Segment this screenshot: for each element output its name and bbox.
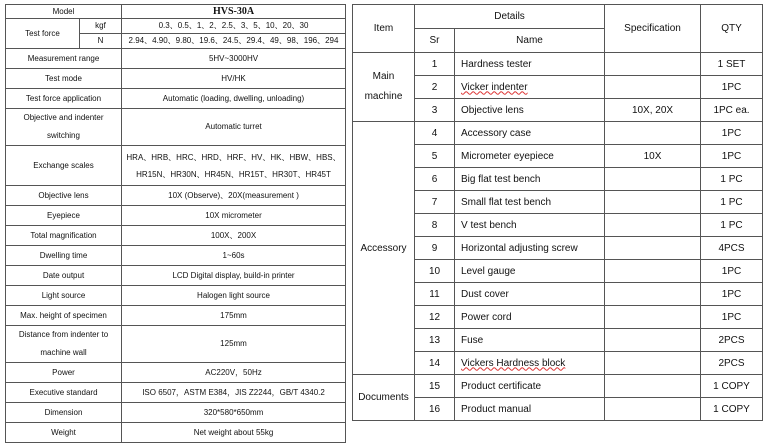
name-header: Name — [455, 29, 605, 53]
row-sr: 8 — [415, 214, 455, 237]
row-spec — [605, 76, 701, 99]
row-sr: 6 — [415, 168, 455, 191]
sr-header: Sr — [415, 29, 455, 53]
spec-row-value: 125mm — [122, 326, 346, 363]
group-main-machine: Main machine — [353, 53, 415, 122]
row-spec — [605, 237, 701, 260]
row-name: Dust cover — [455, 283, 605, 306]
row-name — [455, 352, 605, 375]
row-sr: 13 — [415, 329, 455, 352]
spec-row-label: Date output — [6, 266, 122, 286]
accessories-table — [352, 4, 763, 421]
spec-row-label: Executive standard — [6, 383, 122, 403]
row-qty: 1 SET — [701, 53, 763, 76]
specification-header: Specification — [605, 5, 701, 53]
row-sr: 4 — [415, 122, 455, 145]
row-qty: 2PCS — [701, 352, 763, 375]
row-spec — [605, 398, 701, 421]
spec-row-label: Weight — [6, 423, 122, 443]
row-qty: 1 PC — [701, 191, 763, 214]
group-accessory: Accessory — [353, 122, 415, 375]
row-name: Product certificate — [455, 375, 605, 398]
spec-row-value: 10X (Observe)、20X(measurement ) — [122, 186, 346, 206]
row-spec — [605, 53, 701, 76]
n-label: N — [80, 34, 122, 49]
row-sr: 7 — [415, 191, 455, 214]
spec-row-label: Power — [6, 363, 122, 383]
row-sr: 16 — [415, 398, 455, 421]
row-spec — [605, 168, 701, 191]
row-spec: 10X — [605, 145, 701, 168]
row-sr: 3 — [415, 99, 455, 122]
spec-row-value: HV/HK — [122, 69, 346, 89]
row-spec: 10X, 20X — [605, 99, 701, 122]
row-name: Power cord — [455, 306, 605, 329]
row-name: Fuse — [455, 329, 605, 352]
row-qty: 1 COPY — [701, 375, 763, 398]
row-sr: 9 — [415, 237, 455, 260]
row-name — [455, 76, 605, 99]
row-name: Small flat test bench — [455, 191, 605, 214]
row-qty: 1PC — [701, 283, 763, 306]
spec-row-value: 175mm — [122, 306, 346, 326]
test-force-label: Test force — [6, 19, 80, 49]
row-qty: 1PC — [701, 306, 763, 329]
row-sr: 1 — [415, 53, 455, 76]
row-spec — [605, 283, 701, 306]
spec-row-value: Automatic turret — [122, 109, 346, 146]
item-header: Item — [353, 5, 415, 53]
group-documents: Documents — [353, 375, 415, 421]
row-qty: 1PC — [701, 122, 763, 145]
row-sr: 5 — [415, 145, 455, 168]
spec-row-value: 100X、200X — [122, 226, 346, 246]
row-spec — [605, 260, 701, 283]
spec-row-value: 320*580*650mm — [122, 403, 346, 423]
spec-row-value: Halogen light source — [122, 286, 346, 306]
spec-row-label: Max. height of specimen — [6, 306, 122, 326]
row-spec — [605, 214, 701, 237]
spec-row-value: LCD Digital display, build-in printer — [122, 266, 346, 286]
row-name: Horizontal adjusting screw — [455, 237, 605, 260]
row-spec — [605, 306, 701, 329]
kgf-label: kgf — [80, 19, 122, 34]
row-name: Micrometer eyepiece — [455, 145, 605, 168]
spec-row-value: 10X micrometer — [122, 206, 346, 226]
row-name-text: Vicker indenter — [461, 81, 528, 93]
model-value: HVS-30A — [122, 5, 346, 19]
row-qty: 4PCS — [701, 237, 763, 260]
spec-row-label: Objective lens — [6, 186, 122, 206]
spec-row-value: 5HV~3000HV — [122, 49, 346, 69]
spec-row-label: Distance from indenter to machine wall — [6, 326, 122, 363]
row-name: Big flat test bench — [455, 168, 605, 191]
row-name: Level gauge — [455, 260, 605, 283]
n-values: 2.94、4.90、9.80、19.6、24.5、29.4、49、98、196、294 — [122, 34, 346, 49]
spec-row-label: Dwelling time — [6, 246, 122, 266]
spec-row-label: Eyepiece — [6, 206, 122, 226]
row-sr: 14 — [415, 352, 455, 375]
row-name: Hardness tester — [455, 53, 605, 76]
spec-row-label: Test mode — [6, 69, 122, 89]
row-sr: 15 — [415, 375, 455, 398]
spec-row-label: Objective and indenter switching — [6, 109, 122, 146]
row-name: V test bench — [455, 214, 605, 237]
row-qty: 1 PC — [701, 168, 763, 191]
row-sr: 11 — [415, 283, 455, 306]
spec-row-label: Light source — [6, 286, 122, 306]
spec-row-label: Exchange scales — [6, 146, 122, 186]
row-qty: 1 COPY — [701, 398, 763, 421]
model-label: Model — [6, 5, 122, 19]
row-qty: 1PC — [701, 76, 763, 99]
row-name: Objective lens — [455, 99, 605, 122]
spec-row-label: Measurement range — [6, 49, 122, 69]
qty-header: QTY — [701, 5, 763, 53]
spec-row-label: Total magnification — [6, 226, 122, 246]
spec-row-value: 1~60s — [122, 246, 346, 266]
row-qty: 1PC — [701, 145, 763, 168]
spec-row-label: Dimension — [6, 403, 122, 423]
spec-row-value: Net weight about 55kg — [122, 423, 346, 443]
row-name: Accessory case — [455, 122, 605, 145]
spec-row-value: AC220V，50Hz — [122, 363, 346, 383]
details-header: Details — [415, 5, 605, 29]
kgf-values: 0.3、0.5、1、2、2.5、3、5、10、20、30 — [122, 19, 346, 34]
row-qty: 1 PC — [701, 214, 763, 237]
row-name-text: Vickers Hardness block — [461, 357, 566, 369]
spec-row-value: HRA、HRB、HRC、HRD、HRF、HV、HK、HBW、HBS、HR15N、HR30N、HR45N、HR15T、HR30T、HR45T — [122, 146, 346, 186]
row-spec — [605, 191, 701, 214]
specification-table — [5, 4, 346, 443]
row-sr: 2 — [415, 76, 455, 99]
row-qty: 1PC — [701, 260, 763, 283]
row-spec — [605, 352, 701, 375]
spec-row-value: Automatic (loading, dwelling, unloading) — [122, 89, 346, 109]
row-qty: 1PC ea. — [701, 99, 763, 122]
spec-row-label: Test force application — [6, 89, 122, 109]
row-qty: 2PCS — [701, 329, 763, 352]
row-spec — [605, 329, 701, 352]
row-name: Product manual — [455, 398, 605, 421]
spec-row-value: ISO 6507，ASTM E384，JIS Z2244，GB/T 4340.2 — [122, 383, 346, 403]
row-spec — [605, 375, 701, 398]
row-spec — [605, 122, 701, 145]
row-sr: 12 — [415, 306, 455, 329]
row-sr: 10 — [415, 260, 455, 283]
